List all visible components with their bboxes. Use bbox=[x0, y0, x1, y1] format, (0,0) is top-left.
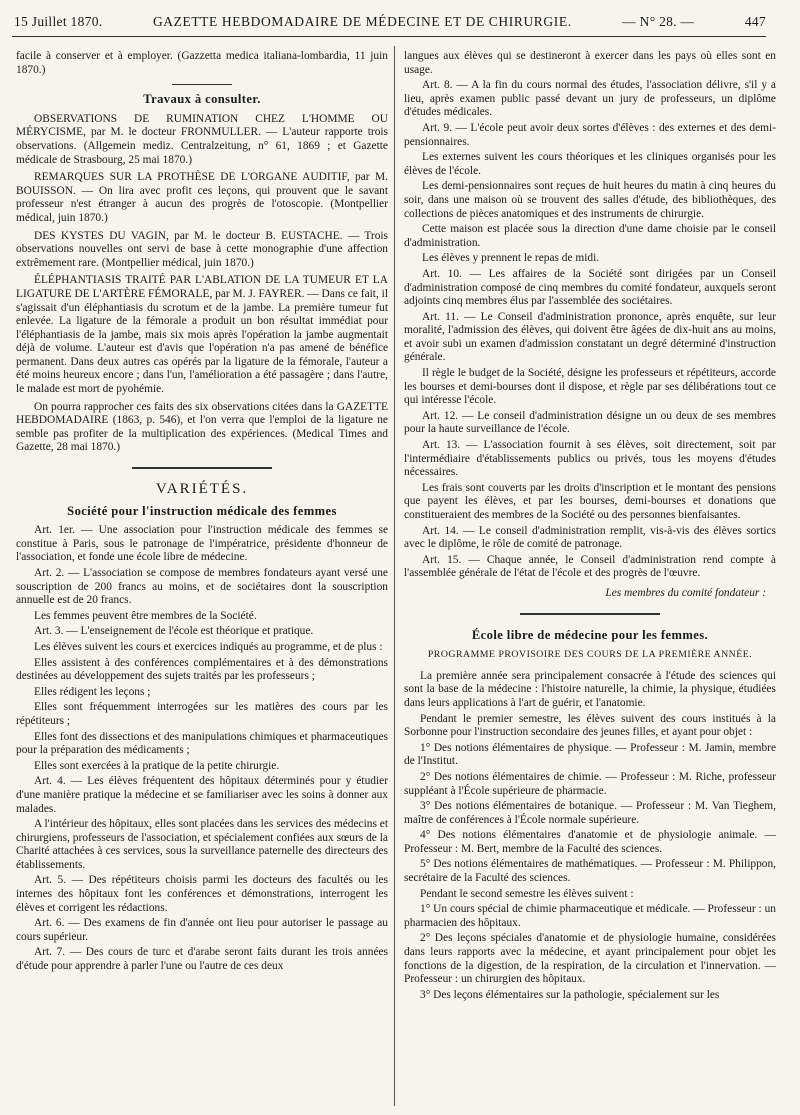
programme-paragraph: 2° Des leçons spéciales d'anatomie et de physiologie humaine, considérées dans leurs rapports avec la médecine, et ayant principalement pour objet les fonctions de la digestion, de la respiration, de la circulation et l'innervation. — Professeur : un chirurgien des hôpitaux. bbox=[404, 932, 776, 986]
article-paragraph: Les externes suivent les cours théoriques et les cliniques organisés pour les élèves de l'école. bbox=[404, 151, 776, 177]
article-paragraph: Art. 7. — Des cours de turc et d'arabe seront faits durant les trois années d'étude pour apprendre à parler l'une ou l'autre de ces deux bbox=[16, 946, 388, 973]
articles-list bbox=[16, 524, 388, 973]
article-paragraph: Art. 11. — Le Conseil d'administration prononce, après enquête, sur leur moralité, l'admission des élèves, qui doivent être âgées de dix-huit ans au moins, et avoir subi un examen d'admission constatant un degré déterminé d'instruction générale. bbox=[404, 310, 776, 364]
article-paragraph: Art. 10. — Les affaires de la Société sont dirigées par un Conseil d'administration composé de cinq membres du comité fondateur, auxquels seront adjoints cinq membres élus par l'assemblée des sociétaires. bbox=[404, 267, 776, 308]
article-paragraph: Art. 3. — L'enseignement de l'école est théorique et pratique. bbox=[34, 625, 314, 638]
programme-paragraph: 5° Des notions élémentaires de mathématiques. — Professeur : M. Philippon, secrétaire de la Faculté des sciences. bbox=[404, 858, 776, 885]
article-paragraph: Les frais sont couverts par les droits d'inscription et le montant des pensions que payent les élèves, et par les bourses, demi-bourses et donations que constitueraient des membres de la Société ou des personnes bienfaisantes. bbox=[404, 481, 776, 521]
programme-heading: PROGRAMME PROVISOIRE DES COURS DE LA PREMIÈRE ANNÉE. bbox=[427, 649, 753, 661]
left-column bbox=[16, 50, 388, 976]
article-paragraph: Elles assistent à des conférences complémentaires et à des démonstrations destinées au développement des sujets traités par les professeurs ; bbox=[16, 656, 388, 683]
travaux-heading: Travaux à consulter. bbox=[143, 92, 261, 107]
article-paragraph: Elles rédigent les leçons ; bbox=[34, 685, 151, 698]
header-date: 15 Juillet 1870. bbox=[14, 14, 103, 29]
section-separator bbox=[132, 467, 272, 469]
entry-paragraph: REMARQUES SUR LA PROTHÈSE DE L'ORGANE AUDITIF, par M. BOUISSON. — On lira avec profit ces leçons, qui prouvent que le savant professeur n'est étranger à aucun des progrès de l'otoscopie. (Montpellier médical, juin 1870.) bbox=[16, 171, 388, 224]
article-paragraph: Art. 2. — L'association se compose de membres fondateurs ayant versé une souscription de 200 francs au moins, et de sociétaires dont la souscription annuelle est de 20 francs. bbox=[16, 567, 388, 607]
entry-paragraph: DES KYSTES DU VAGIN, par M. le docteur B. EUSTACHE. — Trois observations nouvelles ont servi de base à cette monographie d'une affection extrêmement rare. (Montpellier médical, juin 1870.) bbox=[16, 229, 388, 269]
programme-paragraph: 3° Des notions élémentaires de botanique. — Professeur : M. Van Tieghem, maître de conférences à l'École normale supérieure. bbox=[404, 800, 776, 826]
programme-paragraph: 1° Des notions élémentaires de physique. — Professeur : M. Jamin, membre de l'Institut. bbox=[404, 741, 776, 768]
programme-paragraph: Pendant le second semestre les élèves suivent : bbox=[420, 887, 634, 900]
article-paragraph: Art. 12. — Le conseil d'administration désigne un ou deux de ses membres pour la haute surveillance de l'école. bbox=[404, 409, 776, 436]
article-paragraph: Les élèves y prennent le repas de midi. bbox=[422, 252, 600, 265]
ecole-heading: École libre de médecine pour les femmes. bbox=[471, 627, 709, 642]
article-paragraph: Il règle le budget de la Société, désigne les professeurs et répétiteurs, accorde les bourses et demi-bourses dont il dispose, et règle par ses délibérations tout ce qui intéresse l'école. bbox=[404, 367, 776, 407]
programme-paragraph: 4° Des notions élémentaires d'anatomie et de physiologie animale. — Professeur : M. Bert, membre de la Faculté des sciences. bbox=[404, 829, 776, 855]
article-paragraph: Art. 15. — Chaque année, le Conseil d'administration rend compte à l'assemblée générale de l'état de l'école et des progrès de l'œuvre. bbox=[404, 553, 776, 580]
header-number: — N° 28. — bbox=[622, 14, 695, 29]
programme-list bbox=[404, 670, 776, 1003]
programme-paragraph: 1° Un cours spécial de chimie pharmaceutique et médicale. — Professeur : un pharmacien des hôpitaux. bbox=[404, 903, 776, 929]
article-paragraph: Elles font des dissections et des manipulations chimiques et pharmaceutiques pour la préparation des médicaments ; bbox=[16, 730, 388, 757]
column-divider bbox=[394, 46, 395, 1106]
article-paragraph: Les demi-pensionnaires sont reçues de huit heures du matin à cinq heures du soir, dans une maison où se trouvent des salles d'étude, des bibliothèques, des collections de pièces anatomiques et des instruments de chirurgie. bbox=[404, 180, 776, 220]
programme-paragraph: 2° Des notions élémentaires de chimie. — Professeur : M. Riche, professeur suppléant à l'École supérieure de pharmacie. bbox=[404, 770, 776, 797]
article-paragraph: Les élèves suivent les cours et exercices indiqués au programme, et de plus : bbox=[34, 640, 383, 653]
article-paragraph: Elles sont fréquemment interrogées sur les matières des cours par les répétiteurs ; bbox=[16, 701, 388, 727]
header-title: GAZETTE HEBDOMADAIRE DE MÉDECINE ET DE CHIRURGIE. bbox=[152, 14, 572, 29]
entry-paragraph: ÉLÉPHANTIASIS TRAITÉ PAR L'ABLATION DE LA TUMEUR ET LA LIGATURE DE L'ARTÈRE FÉMORALE, par M. J. FAYRER. — Dans ce fait, il s'agissait d'un éléphantiasis du scrotum et de la jambe. La première tumeur fut enlevée. La ligature de la fémorale a produit un bon résultat immédiat pour l'éléphantiasis de la jambe, mais six mois après l'opération la jambe augmentait déjà de volume. L'auteur est d'avis que l'opération n'a pas amené de bénéfice permanent. Dans deux autres cas opérés par la ligature de la fémorale, l'auteur a été moins heureux encore ; dans l'un, l'amélioration a été passagère ; dans l'autre, le malade est mort de pyohémie. bbox=[16, 274, 388, 396]
article-paragraph: Elles sont exercées à la pratique de la petite chirurgie. bbox=[34, 759, 280, 772]
intro-paragraph: facile à conserver et à employer. (Gazzetta medica italiana-lombardia, 11 juin 1870.) bbox=[16, 50, 388, 76]
page-header bbox=[14, 14, 766, 36]
programme-paragraph: 3° Des leçons élémentaires sur la pathologie, spécialement sur les bbox=[420, 988, 720, 1001]
article-paragraph: Les femmes peuvent être membres de la Société. bbox=[34, 609, 257, 622]
article-paragraph: Art. 1er. — Une association pour l'instruction médicale des femmes se constitue à Paris, sous le patronage de l'impératrice, présidente d'honneur de l'association, et fonde une école libre de médecine. bbox=[16, 524, 388, 564]
article-paragraph: A l'intérieur des hôpitaux, elles sont placées dans les services des médecins et chirurgiens, professeurs de l'association, et spécialement confiées aux sœurs de la Charité attachées à ces services, sous la surveillance paternelle des directeurs des établissements. bbox=[16, 818, 388, 871]
article-paragraph: Cette maison est placée sous la direction d'une dame choisie par le conseil d'administration. bbox=[404, 223, 776, 249]
article-paragraph: Art. 6. — Des examens de fin d'année ont lieu pour autoriser le passage au cours supérieur. bbox=[16, 917, 388, 943]
programme-paragraph: La première année sera principalement consacrée à l'étude des sciences qui sont la base de la médecine : l'histoire naturelle, la chimie, la physique, étudiées dans leurs applications à l'art de guérir, et l'anatomie. bbox=[404, 669, 776, 709]
entry-paragraph: On pourra rapprocher ces faits des six observations citées dans la GAZETTE HEBDOMADAIRE (1863, p. 546), et l'on verra que l'emploi de la ligature ne semble pas profiter de la multiplication des expériences. (Medical Times and Gazette, 28 mai 1870.) bbox=[16, 400, 388, 454]
varietes-heading: VARIÉTÉS. bbox=[155, 481, 249, 498]
article-paragraph: Art. 5. — Des répétiteurs choisis parmi les docteurs des facultés ou les internes des hôpitaux font les conférences et démonstrations, interrogent les élèves et corrigent les rédactions. bbox=[16, 874, 388, 914]
header-page-number: 447 bbox=[744, 14, 766, 29]
article-paragraph: Art. 14. — Le conseil d'administration remplit, vis-à-vis des élèves sortics avec le diplôme, le rôle de comité de patronage. bbox=[404, 524, 776, 551]
programme-paragraph: Pendant le premier semestre, les élèves suivent des cours institués à la Sorbonne pour l'instruction secondaire des jeunes filles, et ayant pour objet : bbox=[404, 712, 776, 739]
header-rule bbox=[12, 36, 766, 37]
section-separator bbox=[520, 613, 660, 615]
article-paragraph: Art. 13. — L'association fournit à ses élèves, soit directement, soit par l'intermédiaire d'établissements publics ou privés, tous les moyens d'études nécessaires. bbox=[404, 439, 776, 479]
article-paragraph: Art. 8. — A la fin du cours normal des études, l'association délivre, s'il y a lieu, après examen public passé devant un jury de professeurs, un diplôme d'études médicales. bbox=[404, 79, 776, 119]
signature-line: Les membres du comité fondateur : bbox=[605, 586, 766, 599]
article-paragraph: Art. 9. — L'école peut avoir deux sortes d'élèves : des externes et des demi-pensionnaires. bbox=[404, 121, 776, 148]
article-paragraph: langues aux élèves qui se destineront à exercer dans les pays où elles sont en usage. bbox=[404, 50, 776, 76]
entry-paragraph: OBSERVATIONS DE RUMINATION CHEZ L'HOMME OU MÉRYCISME, par M. le docteur FRONMULLER. — L'auteur rapporte trois observations. (Allgemein mediz. Centralzeitung, n° 61, 1869 ; et Gazette médicale de Strasbourg, 25 mai 1870.) bbox=[16, 112, 388, 166]
right-column bbox=[404, 50, 776, 1004]
societe-heading: Société pour l'instruction médicale des femmes bbox=[67, 503, 337, 518]
separator bbox=[172, 84, 232, 85]
article-paragraph: Art. 4. — Les élèves fréquentent des hôpitaux déterminés pour y étudier d'une manière pratique la médecine et se familiariser avec les soins à donner aux malades. bbox=[16, 775, 388, 815]
